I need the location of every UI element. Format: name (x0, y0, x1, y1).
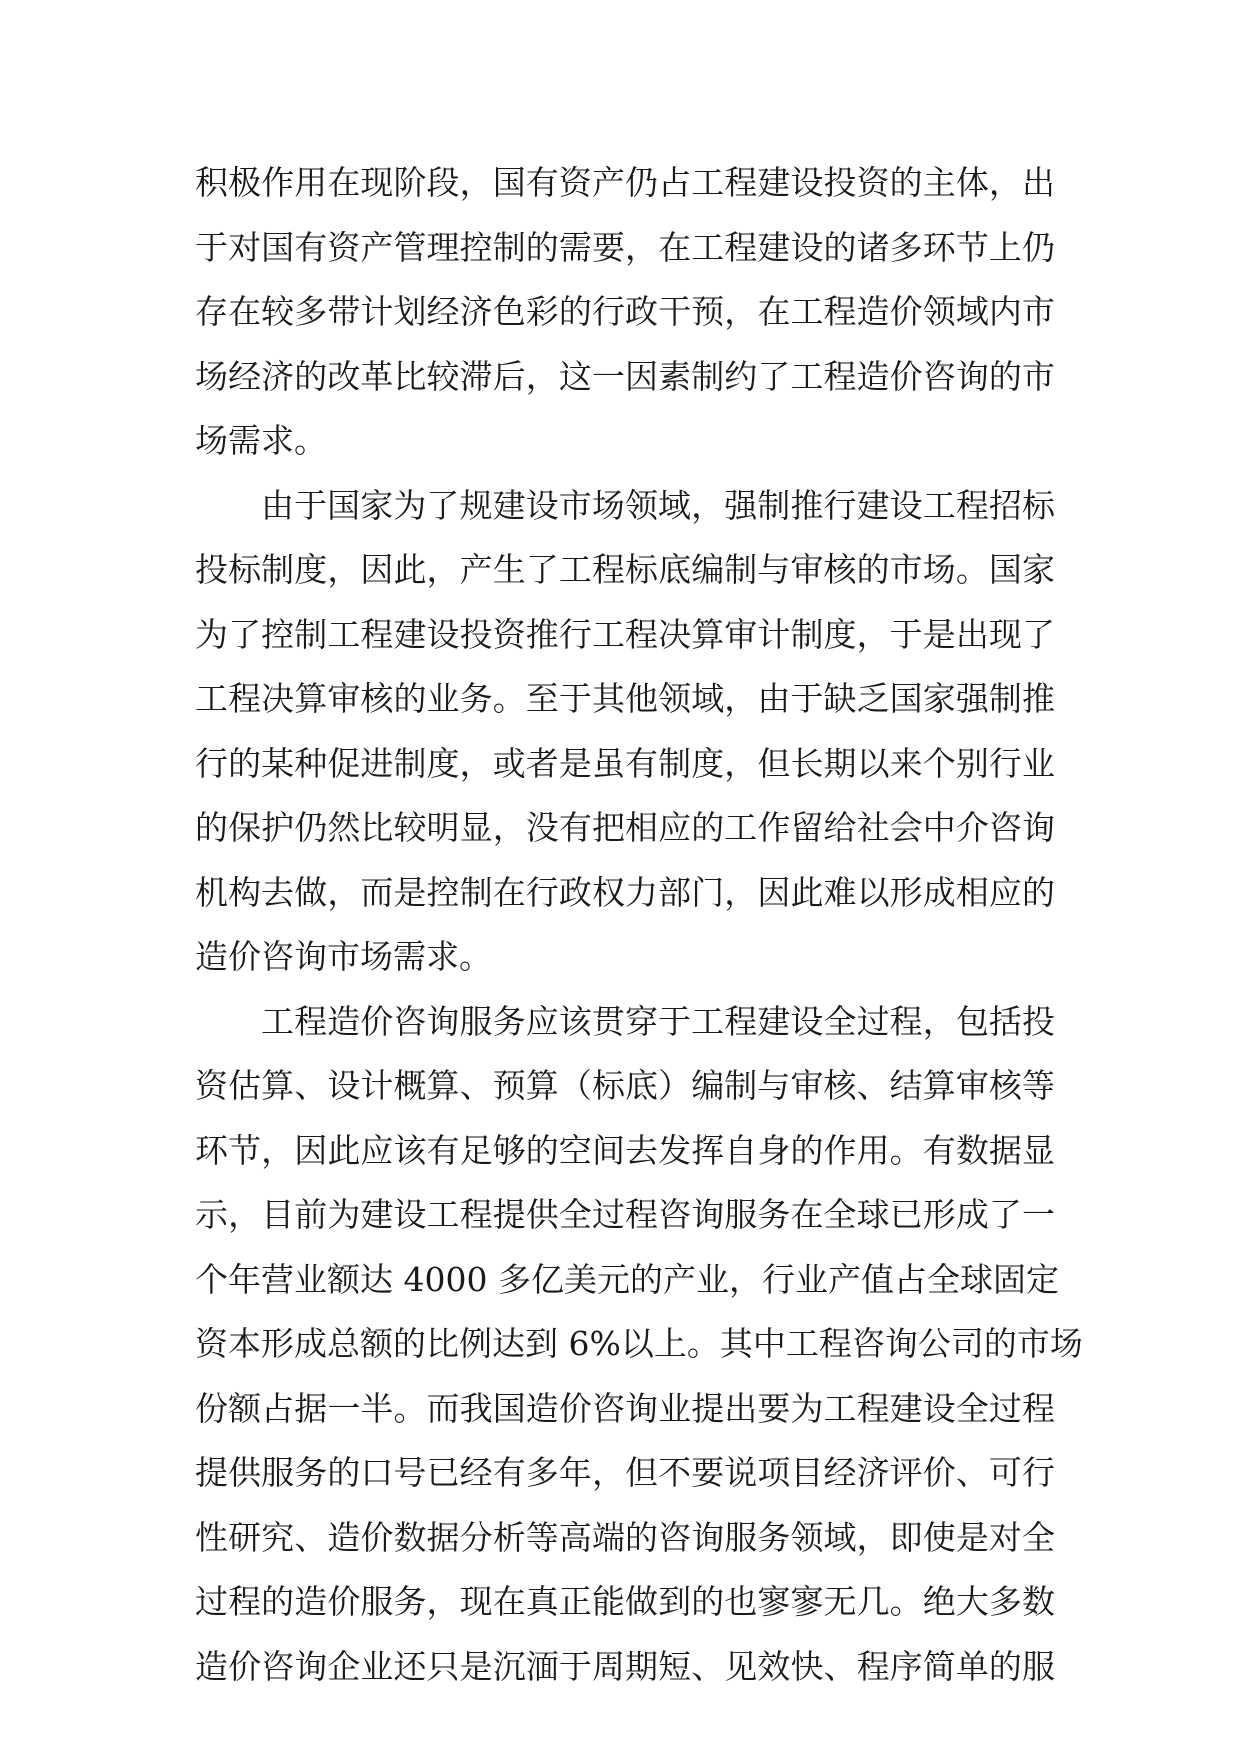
paragraph-3-line-6: 资本形成总额的比例达到 6%以上。其中工程咨询公司的市场 (195, 1324, 1083, 1363)
paragraph-1-line-1: 积极作用在现阶段，国有资产仍占工程建设投资的主体，出 (195, 163, 1055, 202)
paragraph-1-line-5: 场需求。 (195, 421, 327, 460)
paragraph-3-line-10: 过程的造价服务，现在真正能做到的也寥寥无几。绝大多数 (195, 1582, 1055, 1621)
paragraph-1-line-2: 于对国有资产管理控制的需要，在工程建设的诸多环节上仍 (195, 227, 1055, 267)
paragraph-2-line-4: 工程决算审核的业务。至于其他领域，由于缺乏国家强制推 (195, 679, 1055, 718)
paragraph-2-line-6: 的保护仍然比较明显，没有把相应的工作留给社会中介咨询 (195, 808, 1055, 847)
paragraph-3-line-9: 性研究、造价数据分析等高端的咨询服务领域，即使是对全 (195, 1517, 1055, 1557)
paragraph-2-line-8: 造价咨询市场需求。 (195, 937, 492, 976)
paragraph-2-line-2: 投标制度，因此，产生了工程标底编制与审核的市场。国家 (195, 550, 1055, 589)
paragraph-3-line-5: 个年营业额达 4000 多亿美元的产业，行业产值占全球固定 (195, 1259, 1059, 1299)
paragraph-1-line-4: 场经济的改革比较滞后，这一因素制约了工程造价咨询的市 (195, 356, 1055, 396)
paragraph-3-line-11: 造价咨询企业还只是沉湎于周期短、见效快、程序简单的服 (195, 1646, 1055, 1686)
paragraph-3-line-3: 环节，因此应该有足够的空间去发挥自身的作用。有数据显 (195, 1130, 1055, 1170)
paragraph-3-line-2: 资估算、设计概算、预算（标底）编制与审核、结算审核等 (195, 1066, 1055, 1105)
paragraph-1-line-3: 存在较多带计划经济色彩的行政干预，在工程造价领域内市 (195, 292, 1055, 331)
paragraph-3-line-1: 工程造价咨询服务应该贯穿于工程建设全过程，包括投 (261, 1001, 1055, 1041)
paragraph-3-line-8: 提供服务的口号已经有多年，但不要说项目经济评价、可行 (195, 1453, 1055, 1492)
paragraph-2-line-5: 行的某种促进制度，或者是虽有制度，但长期以来个别行业 (195, 743, 1055, 783)
body-text (195, 151, 1083, 1699)
paragraph-3-line-7: 份额占据一半。而我国造价咨询业提出要为工程建设全过程 (195, 1388, 1055, 1428)
paragraph-2-line-7: 机构去做，而是控制在行政权力部门，因此难以形成相应的 (195, 872, 1055, 912)
paragraph-2-line-1: 由于国家为了规建设市场领域，强制推行建设工程招标 (261, 485, 1055, 525)
paragraph-2-line-3: 为了控制工程建设投资推行工程决算审计制度，于是出现了 (195, 614, 1055, 654)
paragraph-3-line-4: 示，目前为建设工程提供全过程咨询服务在全球已形成了一 (195, 1195, 1055, 1234)
